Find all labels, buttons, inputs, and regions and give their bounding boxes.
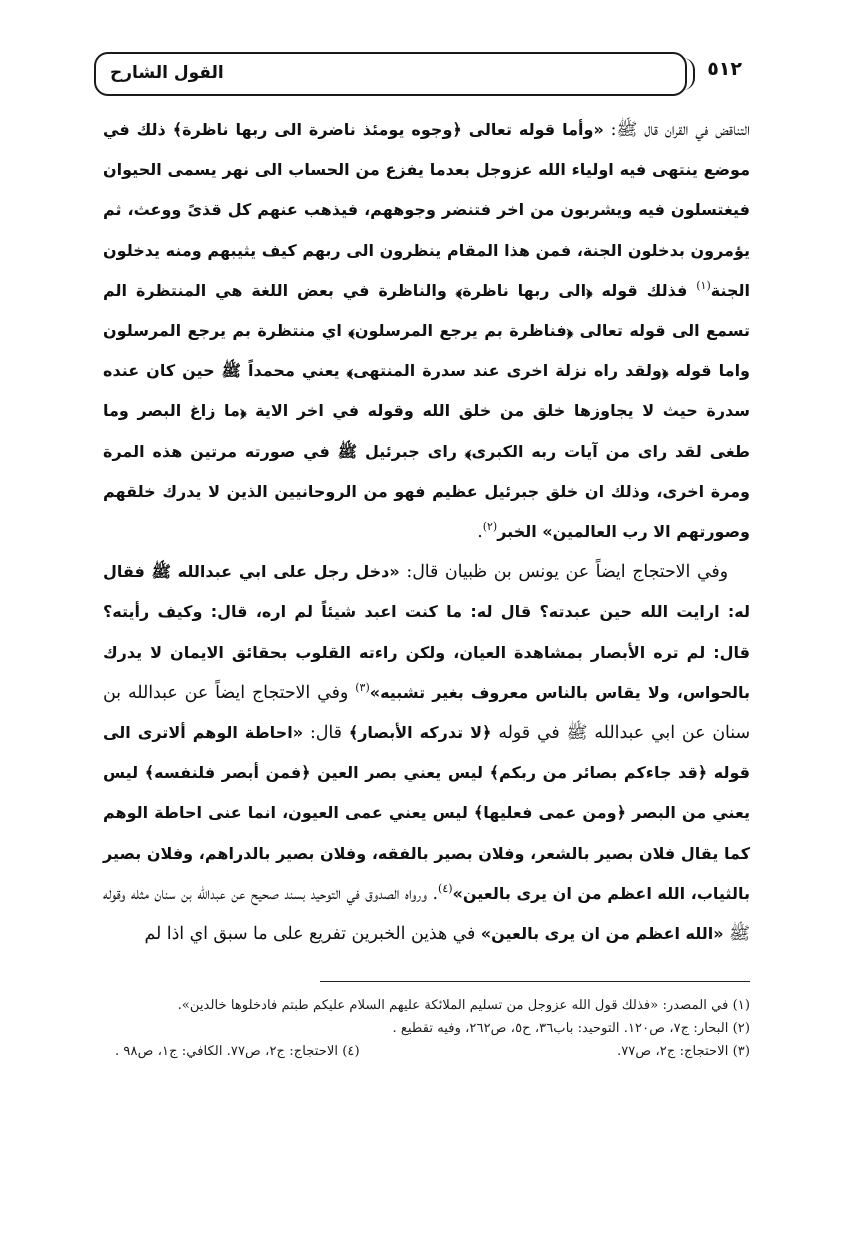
page-header <box>90 52 750 100</box>
paragraph-2 <box>103 552 750 954</box>
footnote-divider <box>320 981 750 982</box>
running-title: القول الشارح <box>110 63 224 83</box>
text-run: . ورواه الصدوق في التوحيد بسند صحيح عن عبدالله بن سنان مثله وقوله ﷺ <box>103 883 750 945</box>
hadith-quote: «وأما قوله تعالى ﴿وجوه يومئذ ناضرة الى ربها ناظرة﴾ ذلك في موضع ينتهى فيه اولياء الله عزوجل بعدما يفزع من الحساب الى نهر يسمى الحيوان فيغتسلون فيه ويشربون من اخر فتنضر وجوههم، فيذهب عنهم كل قذىً ووعث، ثم يؤمرون بدخلون الجنة، فمن هذا المقام ينظرون الى ربهم كيف يثيبهم ومنه يدخلون الجنة <box>103 120 750 300</box>
hadith-quote: «احاطة الوهم ألاترى الى قوله ﴿قد جاءكم بصائر من ربكم﴾ ليس يعني بصر العين ﴿فمن أبصر فلنفسه﴾ ليس يعني من البصر ﴿ومن عمى فعليها﴾ ليس يعني عمى العيون، انما عنى احاطة الوهم كما يقال فلان بصير بالشعر، وفلان بصير بالفقه، وفلان بصير بالدراهم، وفلان بصير بالثياب، الله اعظم من ان يرى بالعين» <box>103 723 750 903</box>
hadith-quote: «دخل رجل على ابي عبدالله ﷺ فقال له: ارايت الله حين عبدته؟ قال له: ما كنت اعبد شيئاً لم اره، قال: وكيف رأيته؟ قال: لم تره الأبصار بمشاهدة العيان، ولكن راءته القلوب بحقائق الايمان لا يدرك بالحواس، ولا يقاس بالناس معروف بغير تشبيه» <box>103 562 750 702</box>
footnote-row <box>103 1040 750 1063</box>
text-run: في هذين الخبرين تفريع على ما سبق اي اذا لم <box>144 924 481 945</box>
text-run: . <box>477 522 483 543</box>
main-text <box>103 110 750 954</box>
footnote-4: (٤) الاحتجاج: ج٢، ص٧٧. الكافي: ج١، ص٩٨ . <box>115 1044 360 1059</box>
footnote-3: (٣) الاحتجاج: ج٢، ص٧٧. <box>617 1044 750 1059</box>
footnote-ref-4[interactable]: (٤) <box>438 882 453 896</box>
text-run: وفي الاحتجاج ايضاً عن يونس بن ظبيان قال: <box>399 562 728 583</box>
hadith-quote: فذلك قوله ﴿الى ربها ناظرة﴾ والناظرة في بعض اللغة هي المنتظرة الم تسمع الى قوله تعالى ﴿فناظرة بم يرجع المرسلون﴾ اي منتظرة بم يرجع المرسلون واما قوله ﴿ولقد راه نزلة اخرى عند سدرة المنتهى﴾ يعني محمداً ﷺ حين كان عنده سدرة حيث لا يجاوزها خلق من خلق الله وقوله في اخر الاية ﴿ما زاغ البصر وما طغى لقد راى من آيات ربه الكبرى﴾ راى جبرئيل ﷺ في صورته مرتين هذه المرة ومرة اخرى، وذلك ان خلق جبرئيل عظيم فهو من الروحانيين الذين لا يدرك خلقهم وصورتهم الا رب العالمين» الخبر <box>103 280 750 542</box>
text-run: قال: <box>303 723 349 744</box>
footnote-ref-3[interactable]: (٣) <box>355 681 370 695</box>
page-number: ٥١٢ <box>707 58 742 80</box>
footnote-2: (٢) البحار: ج٧، ص١٢٠. التوحيد: باب٣٦، ح٥، ص٢٦٢، وفيه تقطيع . <box>392 1021 750 1036</box>
paragraph-1 <box>103 110 750 552</box>
footnote-ref-2[interactable]: (٢) <box>482 520 498 534</box>
text-run: التناقض في القران قال ﷺ: <box>603 120 750 140</box>
text-run: وفي الاحتجاج ايضاً عن عبدالله بن سنان عن ابي عبدالله ﷺ في قوله <box>103 682 750 744</box>
quran-quote: ﴿لا تدركه الأبصار﴾ <box>348 723 492 743</box>
hadith-quote: «الله اعظم من ان يرى بالعين» <box>480 924 724 944</box>
footnotes <box>103 994 750 1063</box>
footnote-ref-1[interactable]: (١) <box>696 279 711 293</box>
running-title-frame <box>94 52 687 96</box>
footnote-1: (١) في المصدر: «فذلك قول الله عزوجل من تسليم الملائكة عليهم السلام عليكم طبتم فادخلوها خالدين». <box>177 998 750 1013</box>
